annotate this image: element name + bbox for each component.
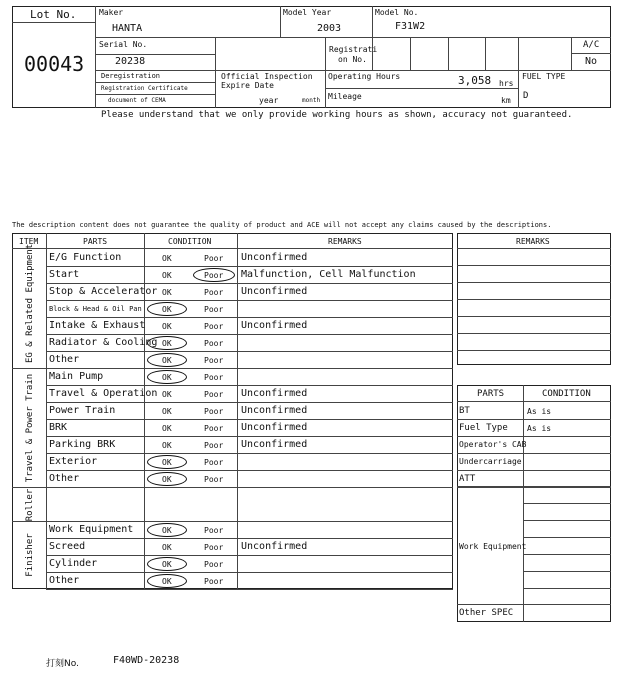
- poor-option: Poor: [204, 390, 224, 399]
- poor-option: Poor: [204, 458, 224, 467]
- right-part-name: BT: [459, 406, 470, 416]
- part-name: Cylinder: [49, 558, 98, 569]
- part-name: E/G Function: [49, 252, 122, 263]
- poor-option: Poor: [204, 322, 224, 331]
- selected-circle: [147, 455, 187, 469]
- model-no-value: F31W2: [395, 21, 426, 32]
- stamp-value: F40WD-20238: [113, 655, 180, 666]
- group-finisher-label: Finisher: [25, 533, 35, 577]
- serial-no-value: 20238: [115, 56, 146, 67]
- selected-circle: [147, 472, 187, 486]
- poor-option: Poor: [204, 254, 224, 263]
- serial-no-label: Serial No.: [99, 40, 148, 49]
- hrs-label: hrs: [499, 79, 514, 88]
- part-name: Power Train: [49, 405, 116, 416]
- selected-circle: [147, 302, 187, 316]
- model-year-value: 2003: [317, 23, 342, 34]
- selected-circle: [193, 268, 235, 282]
- operating-hours-value: 3,058: [458, 74, 492, 87]
- part-name: Main Pump: [49, 371, 104, 382]
- model-no-label: Model No.: [375, 8, 419, 17]
- maker-label: Maker: [99, 8, 124, 17]
- part-name: Intake & Exhaust: [49, 320, 146, 331]
- right-part-condition: As is: [527, 407, 552, 416]
- ok-option: OK: [162, 526, 172, 535]
- operating-hours-label: Operating Hours: [328, 72, 401, 81]
- selected-circle: [147, 523, 187, 537]
- poor-option: Poor: [204, 543, 224, 552]
- lot-no-value: 00043: [24, 52, 85, 76]
- ok-option: OK: [162, 271, 172, 280]
- ok-option: OK: [162, 475, 172, 484]
- right-part-name: Undercarriage: [459, 457, 522, 466]
- group-travel-label: Travel & Power Train: [25, 373, 35, 483]
- remark-text: Unconfirmed: [241, 252, 308, 263]
- ok-option: OK: [162, 543, 172, 552]
- remark-text: Unconfirmed: [241, 388, 308, 399]
- part-name: Other: [49, 473, 80, 484]
- poor-option: Poor: [204, 305, 224, 314]
- registration-label-2: on No.: [338, 55, 367, 64]
- right-part-name: ATT: [459, 474, 476, 484]
- ok-option: OK: [162, 390, 172, 399]
- poor-option: Poor: [204, 577, 224, 586]
- part-name: Work Equipment: [49, 524, 134, 535]
- year-label: year: [259, 96, 279, 105]
- official-inspection-label: Official Inspection: [221, 72, 313, 81]
- model-year-label: Model Year: [283, 8, 332, 17]
- selected-circle: [147, 557, 187, 571]
- fuel-type-label: FUEL TYPE: [522, 72, 566, 81]
- poor-option: Poor: [204, 526, 224, 535]
- ok-option: OK: [162, 356, 172, 365]
- parts-header: PARTS: [83, 237, 108, 246]
- deregistration-label: Deregistration: [101, 72, 161, 80]
- ok-option: OK: [162, 441, 172, 450]
- part-name: BRK: [49, 422, 68, 433]
- remark-text: Unconfirmed: [241, 439, 308, 450]
- group-eg-label: EG & Related Equipment: [25, 243, 35, 363]
- km-label: km: [501, 96, 511, 105]
- ok-option: OK: [162, 560, 172, 569]
- right-condition-header: CONDITION: [542, 389, 591, 399]
- poor-option: Poor: [204, 475, 224, 484]
- ok-option: OK: [162, 373, 172, 382]
- other-spec-label: Other SPEC: [459, 608, 514, 618]
- ok-option: OK: [162, 305, 172, 314]
- part-name: Radiator & Cooling: [49, 337, 158, 348]
- poor-option: Poor: [204, 339, 224, 348]
- description-notice: The description content does not guarantee the quality of product and ACE will not accept any claims caused by the descriptions.: [12, 221, 552, 229]
- selected-circle: [147, 370, 187, 384]
- poor-option: Poor: [204, 271, 224, 280]
- selected-circle: [147, 353, 187, 367]
- remark-text: Unconfirmed: [241, 320, 308, 331]
- lot-no-label: Lot No.: [30, 8, 77, 21]
- part-name: Block & Head & Oil Pan: [49, 305, 142, 313]
- stamp-label: 打刻No.: [46, 659, 79, 669]
- registration-label: Registrati: [329, 45, 378, 54]
- poor-option: Poor: [204, 560, 224, 569]
- remark-text: Unconfirmed: [241, 422, 308, 433]
- poor-option: Poor: [204, 407, 224, 416]
- ok-option: OK: [162, 339, 172, 348]
- poor-option: Poor: [204, 441, 224, 450]
- document-cema-label: document of CEMA: [108, 97, 166, 104]
- item-header: ITEM: [19, 237, 39, 246]
- remark-text: Unconfirmed: [241, 286, 308, 297]
- ok-option: OK: [162, 424, 172, 433]
- part-name: Exterior: [49, 456, 98, 467]
- ok-option: OK: [162, 254, 172, 263]
- registration-certificate-label: Registration Certificate: [101, 85, 188, 92]
- poor-option: Poor: [204, 356, 224, 365]
- maker-value: HANTA: [112, 23, 143, 34]
- selected-circle: [147, 336, 187, 350]
- ok-option: OK: [162, 322, 172, 331]
- part-name: Screed: [49, 541, 86, 552]
- ac-value: No: [585, 56, 598, 67]
- ok-option: OK: [162, 407, 172, 416]
- remarks-header: REMARKS: [328, 237, 362, 246]
- selected-circle: [147, 574, 187, 588]
- ok-option: OK: [162, 458, 172, 467]
- part-name: Start: [49, 269, 80, 280]
- remark-text: Malfunction, Cell Malfunction: [241, 269, 416, 280]
- expire-date-label: Expire Date: [221, 81, 274, 90]
- part-name: Stop & Accelerator: [49, 286, 158, 297]
- poor-option: Poor: [204, 373, 224, 382]
- fuel-type-value: D: [523, 91, 529, 101]
- remark-text: Unconfirmed: [241, 405, 308, 416]
- poor-option: Poor: [204, 424, 224, 433]
- right-part-name: Operator's CAB: [459, 440, 527, 449]
- work-equipment-label: Work Equipment: [459, 542, 527, 551]
- ac-label: A/C: [583, 40, 600, 50]
- part-name: Parking BRK: [49, 439, 116, 450]
- right-parts-header: PARTS: [477, 389, 505, 399]
- part-name: Other: [49, 354, 80, 365]
- ok-option: OK: [162, 577, 172, 586]
- ok-option: OK: [162, 288, 172, 297]
- right-part-name: Fuel Type: [459, 423, 508, 433]
- mileage-label: Mileage: [328, 92, 362, 101]
- remark-text: Unconfirmed: [241, 541, 308, 552]
- group-roller-label: Roller: [25, 488, 35, 522]
- condition-header: CONDITION: [168, 237, 212, 246]
- hours-disclaimer: Please understand that we only provide working hours as shown, accuracy not guaranteed.: [101, 110, 573, 120]
- right-remarks-header: REMARKS: [516, 237, 550, 246]
- part-name: Other: [49, 575, 80, 586]
- right-part-condition: As is: [527, 424, 552, 433]
- part-name: Travel & Operation: [49, 388, 158, 399]
- month-label: month: [302, 97, 321, 104]
- poor-option: Poor: [204, 288, 224, 297]
